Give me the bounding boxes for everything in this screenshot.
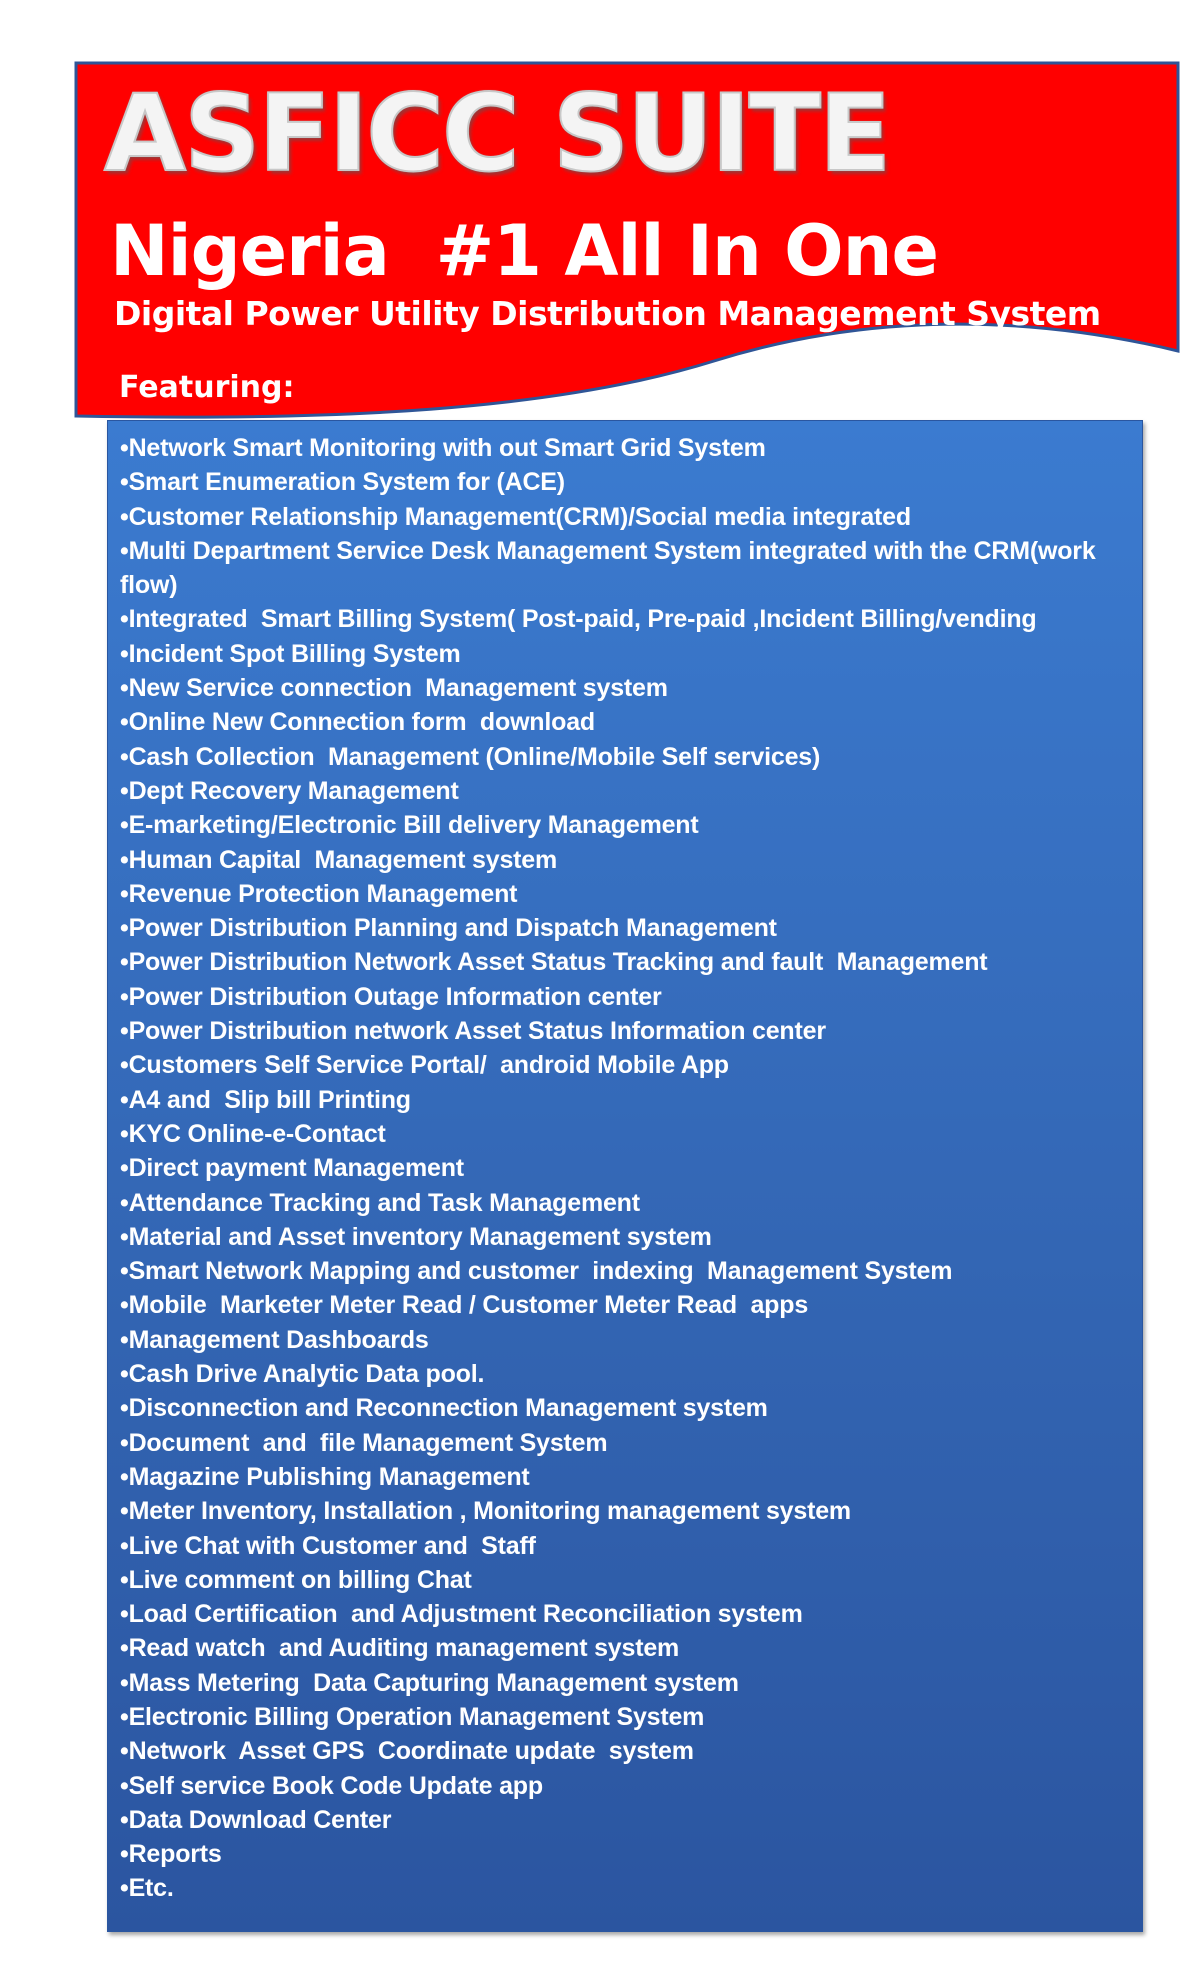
bullet-icon: • [120,1428,129,1457]
bullet-icon: • [120,879,129,908]
bullet-icon: • [120,1222,129,1251]
bullet-icon: • [120,1805,129,1834]
feature-item [120,1323,1130,1357]
feature-text: Network Asset GPS Coordinate update system [128,1737,694,1766]
feature-text: Data Download Center [128,1805,392,1834]
bullet-icon: • [120,639,129,668]
bullet-icon: • [120,1462,129,1491]
feature-text: Etc. [128,1874,174,1903]
feature-text: Live Chat with Customer and Staff [128,1531,536,1560]
bullet-icon: • [120,1668,129,1697]
feature-item [120,1494,1130,1528]
feature-item [120,500,1130,534]
feature-item [120,1803,1130,1837]
feature-text: Integrated Smart Billing System( Post-paid, Pre-paid ,Incident Billing/vending [128,605,1037,634]
feature-text: Direct payment Management [128,1154,464,1183]
feature-item [120,1837,1130,1871]
feature-item [120,1631,1130,1665]
bullet-icon: • [120,536,129,565]
bullet-icon: • [120,1531,129,1560]
feature-item [120,1288,1130,1322]
feature-text: Power Distribution Planning and Dispatch Management [128,914,777,943]
feature-text: Power Distribution Network Asset Status Tracking and fault Management [128,948,988,977]
feature-item [120,808,1130,842]
bullet-icon: • [120,1051,129,1080]
feature-text: Customer Relationship Management(CRM)/Social media integrated [128,502,911,531]
feature-item [120,1186,1130,1220]
feature-text: Read watch and Auditing management system [128,1634,680,1663]
feature-item [120,671,1130,705]
bullet-icon: • [120,1771,129,1800]
feature-item [120,1563,1130,1597]
feature-text: Incident Spot Billing System [128,639,461,668]
feature-item [120,1151,1130,1185]
feature-text: Cash Drive Analytic Data pool. [128,1360,485,1389]
bullet-icon: • [120,434,129,462]
feature-text: Management Dashboards [128,1325,429,1354]
bullet-icon: • [120,1119,129,1148]
feature-text: Multi Department Service Desk Management System integrated with the CRM(work flow) [120,536,1103,600]
bullet-icon: • [120,1325,129,1354]
feature-item [120,843,1130,877]
feature-item [120,1014,1130,1048]
bullet-icon: • [120,1497,129,1526]
feature-item [120,1769,1130,1803]
feature-item [120,465,1130,499]
feature-item [120,1597,1130,1631]
bullet-icon: • [120,1874,129,1903]
feature-text: Electronic Billing Operation Management System [128,1702,705,1731]
feature-item [120,1357,1130,1391]
bullet-icon: • [120,502,129,531]
bullet-icon: • [120,1565,129,1594]
feature-text: Human Capital Management system [128,845,558,874]
bullet-icon: • [120,1394,129,1423]
feature-item [120,1460,1130,1494]
feature-item [120,1048,1130,1082]
featuring-label: Featuring: [119,370,295,405]
feature-item [120,431,1130,465]
bullet-icon: • [120,605,129,634]
features-panel [107,420,1143,1932]
tagline: Digital Power Utility Distribution Management System [114,294,1101,333]
feature-item [120,1391,1130,1425]
feature-item [120,602,1130,636]
bullet-icon: • [120,708,129,737]
feature-item [120,1220,1130,1254]
feature-item [120,945,1130,979]
feature-text: Smart Network Mapping and customer indexing Management System [128,1257,953,1286]
bullet-icon: • [120,1360,129,1389]
bullet-icon: • [120,1840,129,1869]
feature-text: Mass Metering Data Capturing Management system [128,1668,739,1697]
bullet-icon: • [120,776,129,805]
feature-item [120,1700,1130,1734]
feature-text: Power Distribution Outage Information center [128,982,662,1011]
feature-text: Smart Enumeration System for (ACE) [128,468,565,497]
feature-text: Revenue Protection Management [128,879,518,908]
feature-item [120,1734,1130,1768]
feature-text: Dept Recovery Management [128,776,459,805]
bullet-icon: • [120,1600,129,1629]
bullet-icon: • [120,674,129,703]
feature-text: E-marketing/Electronic Bill delivery Management [128,811,699,840]
feature-item [120,980,1130,1014]
feature-item [120,911,1130,945]
feature-text: Live comment on billing Chat [128,1565,472,1594]
feature-text: Mobile Marketer Meter Read / Customer Meter Read apps [128,1291,809,1320]
feature-list [108,421,1142,1906]
app-title: ASFICC SUITE [104,72,890,195]
feature-text: KYC Online-e-Contact [128,1119,386,1148]
bullet-icon: • [120,742,129,771]
feature-text: Load Certification and Adjustment Reconciliation system [128,1600,803,1629]
feature-item [120,877,1130,911]
feature-item [120,1117,1130,1151]
feature-item [120,1254,1130,1288]
bullet-icon: • [120,1737,129,1766]
feature-text: A4 and Slip bill Printing [128,1085,411,1114]
feature-text: Magazine Publishing Management [128,1462,530,1491]
bullet-icon: • [120,1154,129,1183]
feature-text: Meter Inventory, Installation , Monitoring management system [128,1497,851,1526]
bullet-icon: • [120,811,129,840]
bullet-icon: • [120,914,129,943]
bullet-icon: • [120,468,129,497]
feature-item [120,740,1130,774]
feature-item [120,705,1130,739]
bullet-icon: • [120,948,129,977]
feature-text: Attendance Tracking and Task Management [128,1188,640,1217]
feature-text: New Service connection Management system [128,674,668,703]
subtitle: Nigeria #1 All In One [110,210,938,292]
feature-item [120,1083,1130,1117]
bullet-icon: • [120,1085,129,1114]
feature-text: Document and file Management System [128,1428,608,1457]
bullet-icon: • [120,1702,129,1731]
bullet-icon: • [120,1257,129,1286]
header-banner [74,61,1180,426]
bullet-icon: • [120,1017,129,1046]
feature-text: Network Smart Monitoring with out Smart Grid System [128,434,766,462]
feature-text: Self service Book Code Update app [128,1771,543,1800]
feature-item [120,774,1130,808]
feature-item [120,1871,1130,1905]
bullet-icon: • [120,1291,129,1320]
bullet-icon: • [120,982,129,1011]
feature-item [120,1529,1130,1563]
bullet-icon: • [120,1634,129,1663]
feature-item [120,637,1130,671]
feature-text: Online New Connection form download [128,708,595,737]
feature-text: Reports [128,1840,222,1869]
bullet-icon: • [120,845,129,874]
feature-text: Power Distribution network Asset Status Information center [128,1017,826,1046]
feature-item [120,1666,1130,1700]
feature-text: Disconnection and Reconnection Management system [128,1394,768,1423]
feature-item [120,1426,1130,1460]
feature-item [120,534,1130,603]
feature-text: Cash Collection Management (Online/Mobile Self services) [128,742,821,771]
bullet-icon: • [120,1188,129,1217]
feature-text: Customers Self Service Portal/ android Mobile App [128,1051,729,1080]
feature-text: Material and Asset inventory Management system [128,1222,712,1251]
